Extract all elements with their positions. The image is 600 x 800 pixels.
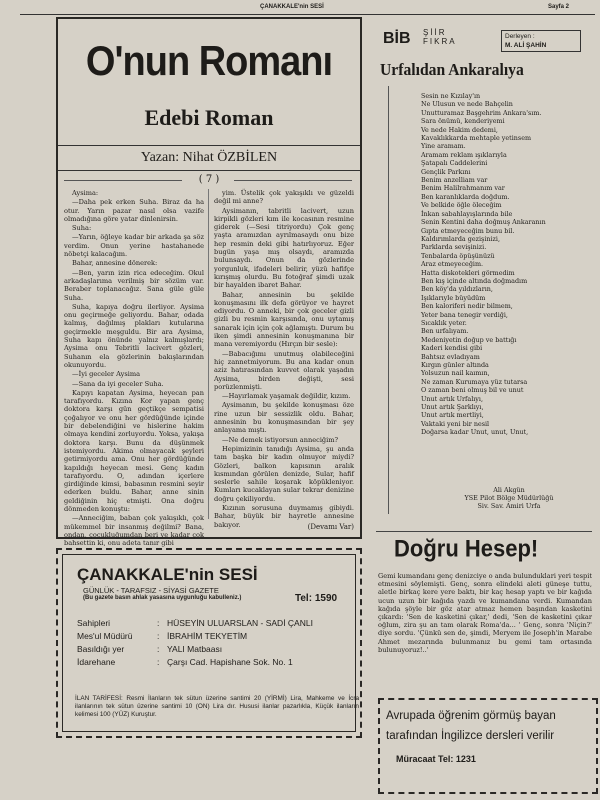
- imprint-value: YALI Matbaası: [167, 644, 223, 654]
- poem-line: Sara önümü, kenderiyemi: [421, 117, 505, 126]
- poem-line: Ve belkide öğle öleceğim: [421, 201, 502, 210]
- novel-title: O'nun Romanı: [85, 38, 333, 86]
- poem-line: Işıklarıyle büyüdüm: [421, 293, 486, 302]
- imprint-row: [77, 643, 357, 656]
- poem-line: Unut artık Şarklıyı,: [421, 403, 484, 412]
- paragraph: Suha, kapıya doğru ilerliyor. Aysima onu geçirmeğe geliyordu. Bahar, odada kalmış, dağılmış plakları kutularına geçirmekle meşguldu. Bir ara Aysima, Suha kapı önünde yalnız kalmışlardı; Aysima onu Tebritli lacivert gözleri, Suhanın ela gözlerinin bakışlarından okunuyordu.: [64, 302, 204, 369]
- poem-section: [388, 86, 589, 514]
- continued-note: (Devamı Var): [307, 523, 354, 531]
- paragraph: —Babacığımı unutmuş olabileceğini hiç zannetmiyorum. Bu ana kadar onun aziz hatırasından kuvvet olarak yaşadın Aysima, birden değişti, sesi porüzlenmişti.: [214, 349, 354, 391]
- ad-line-2: tarafından İngilizce dersleri verilir: [386, 730, 555, 742]
- masthead-box: [56, 548, 362, 738]
- compiler-box: [501, 30, 581, 52]
- paragraph: —Sana da iyi geceler Suha.: [72, 379, 164, 388]
- poem-line: O zaman beni olmuş bil ve unut: [421, 386, 524, 395]
- paragraph: Aysimanın, bu şekilde konuşması öze rine uzun bir sessizlik oldu. Bahar, annesinin bu konuşmasından bir şey anlayama mıştı.: [214, 401, 354, 435]
- signature-line: Siv. Sav. Amiri Urfa: [477, 502, 541, 510]
- poem-line: Kaldırımlarda gezişinizi,: [421, 234, 500, 243]
- bib-label: BİB: [383, 30, 411, 47]
- paragraph: —Yarın, öğleye kadar bir arkada şa söz verdim. Onun yerine hastahanede nöbetçi kalacağım.: [64, 233, 204, 259]
- poem-line: Vaktaki yeni bir nesil: [421, 419, 490, 428]
- paragraph: —Ne demek istiyorsun anneciğim?: [222, 435, 339, 444]
- poem-line: Kırgın günler altında: [421, 361, 489, 369]
- novel-author: Yazan: Nihat ÖZBİLEN: [58, 145, 360, 171]
- paragraph: yim. Üstelik çok yakışıklı ve güzeldi değil mi anne?: [214, 189, 354, 206]
- poem-title: Urfalıdan Ankaralıya: [380, 60, 524, 79]
- imprint-value: İBRAHİM TEKYETİM: [167, 631, 248, 641]
- poem-line: Senin Kentini daha doğmuş Ankaranın: [421, 218, 546, 227]
- imprint-colon: :: [157, 618, 160, 628]
- page-header: [0, 2, 600, 14]
- siir-label: ŞİİR: [423, 28, 447, 37]
- article-title: Doğru Hesep!: [394, 534, 539, 563]
- poem-line: Ben kaloriferi nedir bilmem,: [421, 302, 513, 311]
- poem-lines: [421, 92, 591, 437]
- poem-line: Tenbalarda öpüşünüzü: [421, 251, 495, 260]
- poem-signature: [429, 486, 589, 510]
- poem-line: Aramam reklam ışıklarıyla: [421, 150, 507, 159]
- poem-line: Ben karanlıklarda doğdum.: [421, 192, 510, 201]
- poem-line: Ben kış içinde altında doğmadım: [421, 276, 528, 285]
- signature-line: YSE Pilot Bölge Müdürlüğü: [464, 494, 554, 502]
- paragraph: Bahar, annesine dönerek:: [72, 259, 158, 268]
- imprint-colon: :: [157, 631, 160, 641]
- poem-line: Ne Ulusun ve nede Bahçelin: [421, 100, 513, 109]
- classified-ad: [378, 698, 598, 794]
- novel-part-number: ( 7 ): [198, 174, 220, 185]
- poem-line: Yeter bana tenegir verdiği,: [421, 310, 508, 319]
- poem-line: Bahtsız evladıyam: [421, 352, 480, 361]
- poem-line: Şatapalı Caddelerini: [421, 159, 488, 168]
- masthead-title: ÇANAKKALE'nin SESİ: [77, 565, 258, 584]
- novel-section: [56, 17, 362, 548]
- section-rule: [376, 531, 592, 532]
- imprint-value: HÜSEYİN ULUARSLAN - SADİ ÇANLI: [167, 618, 313, 628]
- imprint-key: İdarehane: [77, 657, 116, 667]
- paragraph: Kapıyı kapatan Aysima, heyecan pan tarafıyordu. Kızına Kor yapan genç doktora karşı gün geçtikçe sempatisi çoğalıyor ve onu her gördüğünde içinde bir debelendiğini ve hislerine hakim olmaya kendini zorluyordu. Yoksa, yakışa doktora karşı. Bunu da düşünmek istemiyordu. Akima olmayacak şeyleri getirmiyordu ama. Onu her gördüğünde kapıldığı heyecan mesi. Genç kadın tarafıyordu. O, adından içerlere girdiğinde kimsi, babasının resmini seyir ederken buldu. Bahar, anne sinin geldiğinin hiç etmişti. Ona doğru dönmeden konuştu:: [64, 388, 204, 513]
- paragraph: Bahar, annesinin bu şekilde konuşmasını ilk defa görüyor ve hayret ediyordu. O anneki, bir çok geceler gizli gizli bu resmin karşısında, onu uytamış sanarak için için çok ağlamıştı. Durum bu iken şimdi annesinin konuşmanına bir mana veremiyordu (Hırçın bir sesle):: [214, 290, 354, 349]
- novel-column-right: [214, 189, 354, 530]
- poem-line: Ve nede Hakim dedemi,: [421, 125, 498, 134]
- poem-line: Unut artık Urfalıyı,: [421, 394, 483, 403]
- poem-line: Yolsuzun nail kaımın,: [421, 369, 490, 378]
- poem-line: Unutturamaz Başgehrim Ankara'sım.: [421, 108, 542, 117]
- poem-line: Doğarsa kadar Unut, unut, Unut,: [421, 428, 529, 437]
- paragraph: Aysima:: [72, 189, 99, 197]
- imprint-colon: :: [157, 644, 160, 654]
- imprint-row: [77, 656, 357, 669]
- masthead-subtitle: GÜNLÜK - TARAFSIZ - SİYASİ GAZETE: [83, 586, 219, 595]
- paragraph: —Daha pek erken Suha. Biraz da ha otur. Yarın pazar nasıl olsa vazife olmadığına göre yatar dinlenirsin.: [64, 198, 204, 223]
- compiler-label: Derleyen :: [505, 33, 535, 40]
- masthead-note: (Bu gazete basın ahlak yasasına uygunluğu kabulleniz.): [83, 595, 242, 601]
- novel-column-left: [64, 189, 204, 548]
- signature-line: Ali Akgün: [493, 486, 525, 494]
- poem-line: Benim Halilrahmanım var: [421, 184, 505, 193]
- poem-line: Unut artık mertliyi,: [421, 411, 484, 420]
- article-body: Gemi kumandanı genç denizciye o anda bulunduklari yeri tespit etmesini söylemişti. Genç, sonra elindeki aleti güneşe tuttu, aletle birkaç kere yere baktı, bir kaç hesap yaptı ve bir kağıda ucun uzun bir kağıda yazdı ve kumandana verdi. Kumandan kağıda şöyle bir göz atar atmaz hemen başından kasketini çıkardı: 'Sen de kasketini çıkar,' dedi, 'Sen de kasketini çıkar oğlum, zira şu an tam olarak Roma'da... ' Genç, sonra 'Niçin?' diye sordu. 'Çünkü sen de, şimdi, Meryem ile Joseph'in Marabe Ahmet mezarında bulunmanız bu gemi tam ortasında bulunuyoruz!..': [378, 572, 592, 654]
- poem-line: Hatta diskotekleri görmedim: [421, 268, 515, 277]
- imprint-row: [77, 617, 357, 630]
- poem-line: Kavaklıkkarda mehtaple yetinsem: [421, 134, 532, 143]
- imprint-value: Çarşı Cad. Hapishane Sok. No. 1: [167, 657, 293, 667]
- header-rule: [20, 14, 595, 15]
- column-divider: [208, 189, 209, 519]
- poem-line: Sesin ne Kızılay'ın: [421, 92, 481, 100]
- header-paper-name: ÇANAKKALE'nin SESİ: [260, 4, 324, 10]
- divider-rule: [234, 180, 352, 181]
- poem-line: Yine aramam.: [421, 142, 466, 151]
- poem-line: Parklarda sevişinizi.: [421, 243, 487, 252]
- paragraph: Aysimanın, tabritli lacivert, uzun kirpikli gözleri kım ile kocasının resmine giderek (—Sesi titriyordu) Çok genç yaşta aramızdan ayrılmasaydı onu bize hep resmin deki gibi hatırlıyoruz. Eğer bugün yaşa mış olsaydı, aramızda bulunsaydı. Onun da gözlerinde yorgunluk, ifadeleri belirir, yüzü hafifçe kırışmış olurdu. Bu fotoğraf şimdi uzak bir hayalden ibaret Bahar.: [214, 206, 354, 290]
- poem-line: Ne zaman Kurumaya yüz tutarsa: [421, 377, 528, 386]
- section-labels: [423, 28, 457, 46]
- paragraph: —İyi geceler Aysima: [72, 370, 141, 379]
- paragraph: Kızının sorusuna duymamış gibiydi. Bahar, büyük bir hayretle annesine bakıyor.: [214, 503, 354, 529]
- compiler-name: M. ALİ ŞAHİN: [505, 42, 547, 49]
- imprint-key: Basıldığı yer: [77, 644, 125, 654]
- masthead-imprint-list: [77, 617, 357, 669]
- fikra-label: FIKRA: [423, 37, 457, 46]
- paragraph: Suha:: [72, 224, 92, 233]
- poem-line: Benim anzelliam var: [421, 176, 488, 185]
- page-number: Sayfa 2: [548, 4, 570, 10]
- novel-subtitle: Edebi Roman: [144, 105, 274, 130]
- imprint-row: [77, 630, 357, 643]
- imprint-colon: :: [157, 657, 160, 667]
- poem-line: Gıpta etmeyeceğim bunu bil.: [421, 226, 515, 235]
- ad-contact: Müracaat Tel: 1231: [396, 754, 476, 764]
- imprint-key: Sahipleri: [77, 618, 111, 628]
- imprint-key: Mes'ul Müdürü: [77, 631, 133, 641]
- paragraph: Hepimizinin tanıdığı Aysima, şu anda tam başka bir kadın olmuyor miydi? Gözleri, balkon kapısının aralık kısmından görülen denizde, Sular, hafif seslerle sahile koşarak köpükleniyor. Kumları kucaklayan sular tekrar denizine doğru çekiliyordu.: [214, 444, 354, 503]
- poem-line: İnkan sabahlayışlarında bile: [421, 209, 513, 218]
- ad-line-1: Avrupada öğrenim görmüş bayan: [386, 710, 556, 722]
- poem-line: Araz etmeyeceğim.: [421, 260, 484, 269]
- ad-tariff: İLAN TARİFESİ: Resmi İlanların tek sütun üzerine santimi 20 (YİRMİ) Lira, Mahkeme ve İcra ilanlarının tek sütun üzerine santimi 10 (ON) Lira dır. Hususi ilanlar pazarlıkla, Küçük ilanların kelimesi 100 (YÜZ) Kuruştur.: [75, 695, 359, 718]
- paragraph: —Hayırlamak yaşamak değildir, kızım.: [222, 392, 351, 401]
- poem-line: Ben köy'da yıldızların,: [421, 285, 493, 294]
- poem-line: Medeniyetin doğup ve battığı: [421, 335, 517, 344]
- poem-line: Ben urfalıyam.: [421, 327, 469, 336]
- poem-line: Kaderi kendisi gibi: [421, 344, 483, 353]
- paragraph: —Anneciğim, baban çok yakışıklı, çok mükemmel bir insanmış değilmi? Bana, ondan, çocukluğumdan beri ve kadar çok bahsettin ki, onu adeta tanır gibi: [64, 514, 204, 548]
- masthead-inner: [62, 554, 359, 732]
- paragraph: —Ben, yarın izin rica edeceğim. Okul arkadaşlarıma verilmiş bir sözüm var. Beraber toplanacağız. Sana güle güle Suha.: [64, 268, 204, 302]
- poem-line: Sıcaklık yeter.: [421, 318, 467, 327]
- masthead-phone: Tel: 1590: [295, 593, 338, 604]
- poem-line: Gençlik Parkını: [421, 167, 471, 176]
